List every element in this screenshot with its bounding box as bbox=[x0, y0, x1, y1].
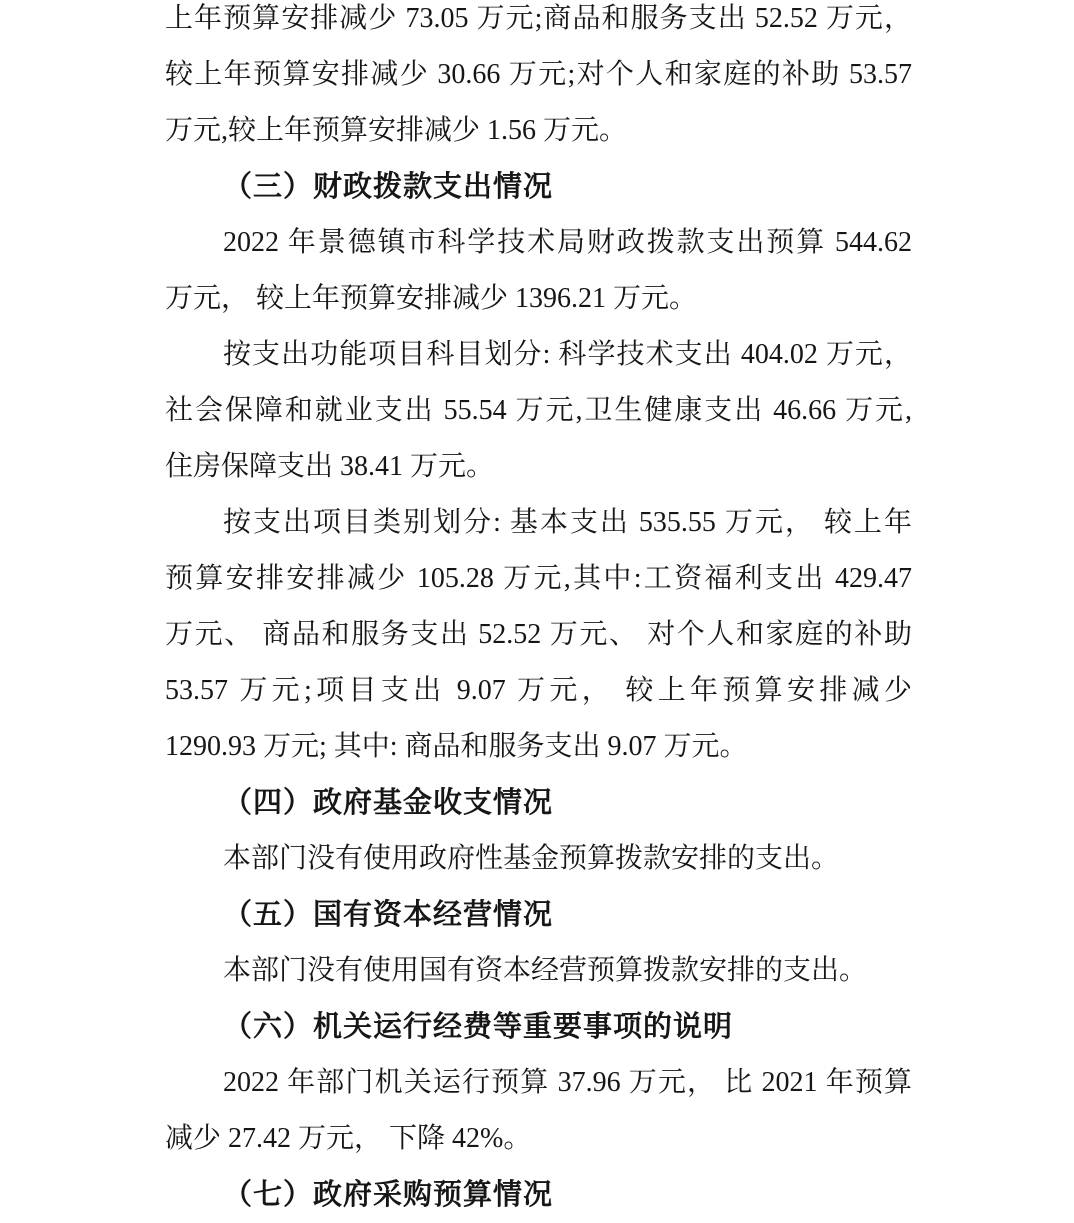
text-line: 较上年预算安排减少 30.66 万元;对个人和家庭的补助 53.57 bbox=[165, 59, 912, 90]
text-line: 减少 27.42 万元， 下降 42%。 bbox=[165, 1123, 532, 1154]
section-heading: （七）政府采购预算情况 bbox=[223, 1179, 554, 1211]
text-line: 住房保障支出 38.41 万元。 bbox=[165, 451, 495, 482]
text-line: 本部门没有使用国有资本经营预算拨款安排的支出。 bbox=[223, 955, 868, 986]
text-line: 上年预算安排减少 73.05 万元;商品和服务支出 52.52 万元， bbox=[165, 3, 912, 34]
text-line: 万元， 较上年预算安排减少 1396.21 万元。 bbox=[165, 283, 698, 314]
text-line: 预算安排安排减少 105.28 万元,其中:工资福利支出 429.47 bbox=[165, 563, 912, 594]
section-heading: （三）财政拨款支出情况 bbox=[223, 171, 554, 203]
text-line: 53.57 万元;项目支出 9.07 万元， 较上年预算安排减少 bbox=[165, 675, 912, 706]
text-line: 2022 年部门机关运行预算 37.96 万元， 比 2021 年预算 bbox=[223, 1067, 912, 1098]
text-line: 按支出功能项目科目划分: 科学技术支出 404.02 万元， bbox=[223, 339, 912, 370]
section-heading: （四）政府基金收支情况 bbox=[223, 787, 554, 819]
text-line: 2022 年景德镇市科学技术局财政拨款支出预算 544.62 bbox=[223, 227, 912, 258]
text-line: 万元,较上年预算安排减少 1.56 万元。 bbox=[165, 115, 628, 146]
document-body bbox=[165, 0, 912, 1223]
text-line: 1290.93 万元; 其中: 商品和服务支出 9.07 万元。 bbox=[165, 731, 748, 762]
text-line: 本部门没有使用政府性基金预算拨款安排的支出。 bbox=[223, 843, 840, 874]
section-heading: （六）机关运行经费等重要事项的说明 bbox=[223, 1011, 734, 1043]
text-line: 社会保障和就业支出 55.54 万元,卫生健康支出 46.66 万元, bbox=[165, 395, 912, 426]
section-heading: （五）国有资本经营情况 bbox=[223, 899, 554, 931]
text-line: 按支出项目类别划分: 基本支出 535.55 万元， 较上年 bbox=[223, 507, 912, 538]
text-line: 万元、 商品和服务支出 52.52 万元、 对个人和家庭的补助 bbox=[165, 619, 912, 650]
